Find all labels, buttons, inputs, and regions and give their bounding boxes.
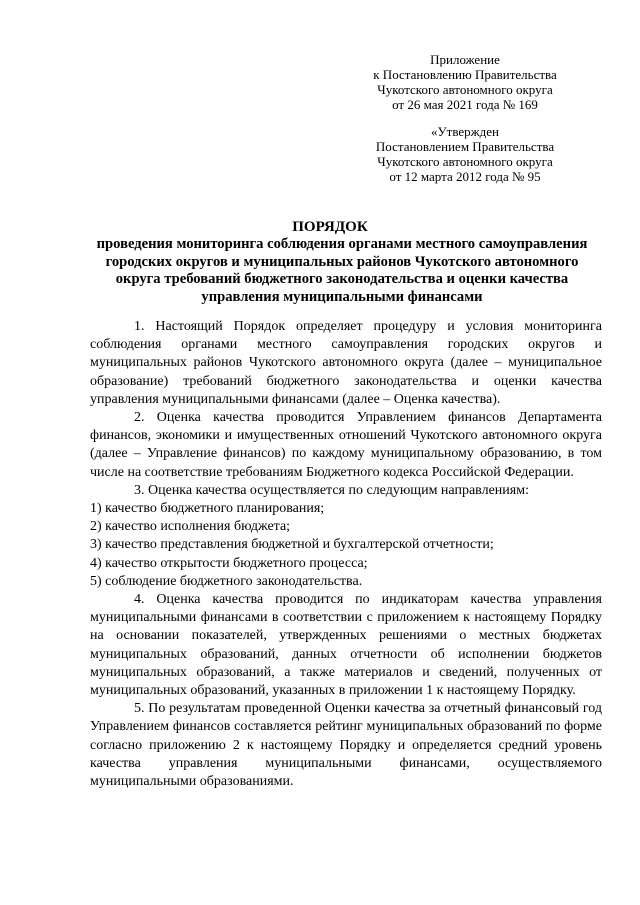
paragraph-4: 4. Оценка качества проводится по индикаторам качества управления муниципальными финансами в соответствии с приложением к настоящему Порядку на основании показателей, утвержденных решениями о местных бюджетах муниципальных образований, данных отчетности об исполнении бюджетов муниципальных образований, а также материалов и сведений, полученных от муниципальных образований, указанных в приложении 1 к настоящему Порядку. [90, 592, 602, 699]
document-subtitle: проведения мониторинга соблюдения органами местного самоуправления городских округов и муниципальных районов Чукотского автономного округа требований бюджетного законодательства и оценки качества управления муниципальными финансами [96, 236, 588, 305]
approved-line: Постановлением Правительства [375, 139, 555, 154]
appendix-line: от 26 мая 2021 года № 169 [392, 97, 538, 112]
paragraph-1: 1. Настоящий Порядок определяет процедуру и условия мониторинга соблюдения органами местного самоуправления городских округов и муниципальных районов Чукотского автономного округа (далее – муниципальное образование) требований бюджетного законодательства и оценки качества управления муниципальными финансами (далее – Оценка качества). [90, 319, 602, 407]
document-body [90, 318, 602, 791]
paragraph-3: 3. Оценка качества осуществляется по следующим направлениям: [134, 482, 529, 498]
appendix-block [330, 52, 600, 112]
paragraph-2: 2. Оценка качества проводится Управлением финансов Департамента финансов, экономики и имущественных отношений Чукотского автономного округа (далее – Управление финансов) по каждому муниципальному образованию, в том числе на соответствие требованиям Бюджетного кодекса Российской Федерации. [90, 410, 602, 480]
direction-item: 5) соблюдение бюджетного законодательства. [90, 573, 363, 589]
direction-item: 4) качество открытости бюджетного процесса; [90, 555, 368, 571]
direction-item: 3) качество представления бюджетной и бухгалтерской отчетности; [90, 537, 494, 553]
appendix-line: Чукотского автономного округа [377, 82, 553, 97]
direction-item: 2) качество исполнения бюджета; [90, 519, 291, 535]
paragraph-5: 5. По результатам проведенной Оценки качества за отчетный финансовый год Управлением финансов составляется рейтинг муниципальных образований по форме согласно приложению 2 к настоящему Порядку и определяется средний уровень качества управления муниципальными финансами, осуществляемого муниципальными образованиями. [90, 701, 602, 790]
appendix-line: Приложение [430, 52, 500, 67]
direction-item: 1) качество бюджетного планирования; [90, 501, 325, 517]
approved-block [330, 124, 600, 184]
approved-line: «Утвержден [430, 124, 500, 139]
document-title: ПОРЯДОК [292, 219, 368, 235]
approved-line: Чукотского автономного округа [377, 154, 553, 169]
appendix-line: к Постановлению Правительства [373, 67, 557, 82]
approved-line: от 12 марта 2012 года № 95 [389, 169, 541, 184]
